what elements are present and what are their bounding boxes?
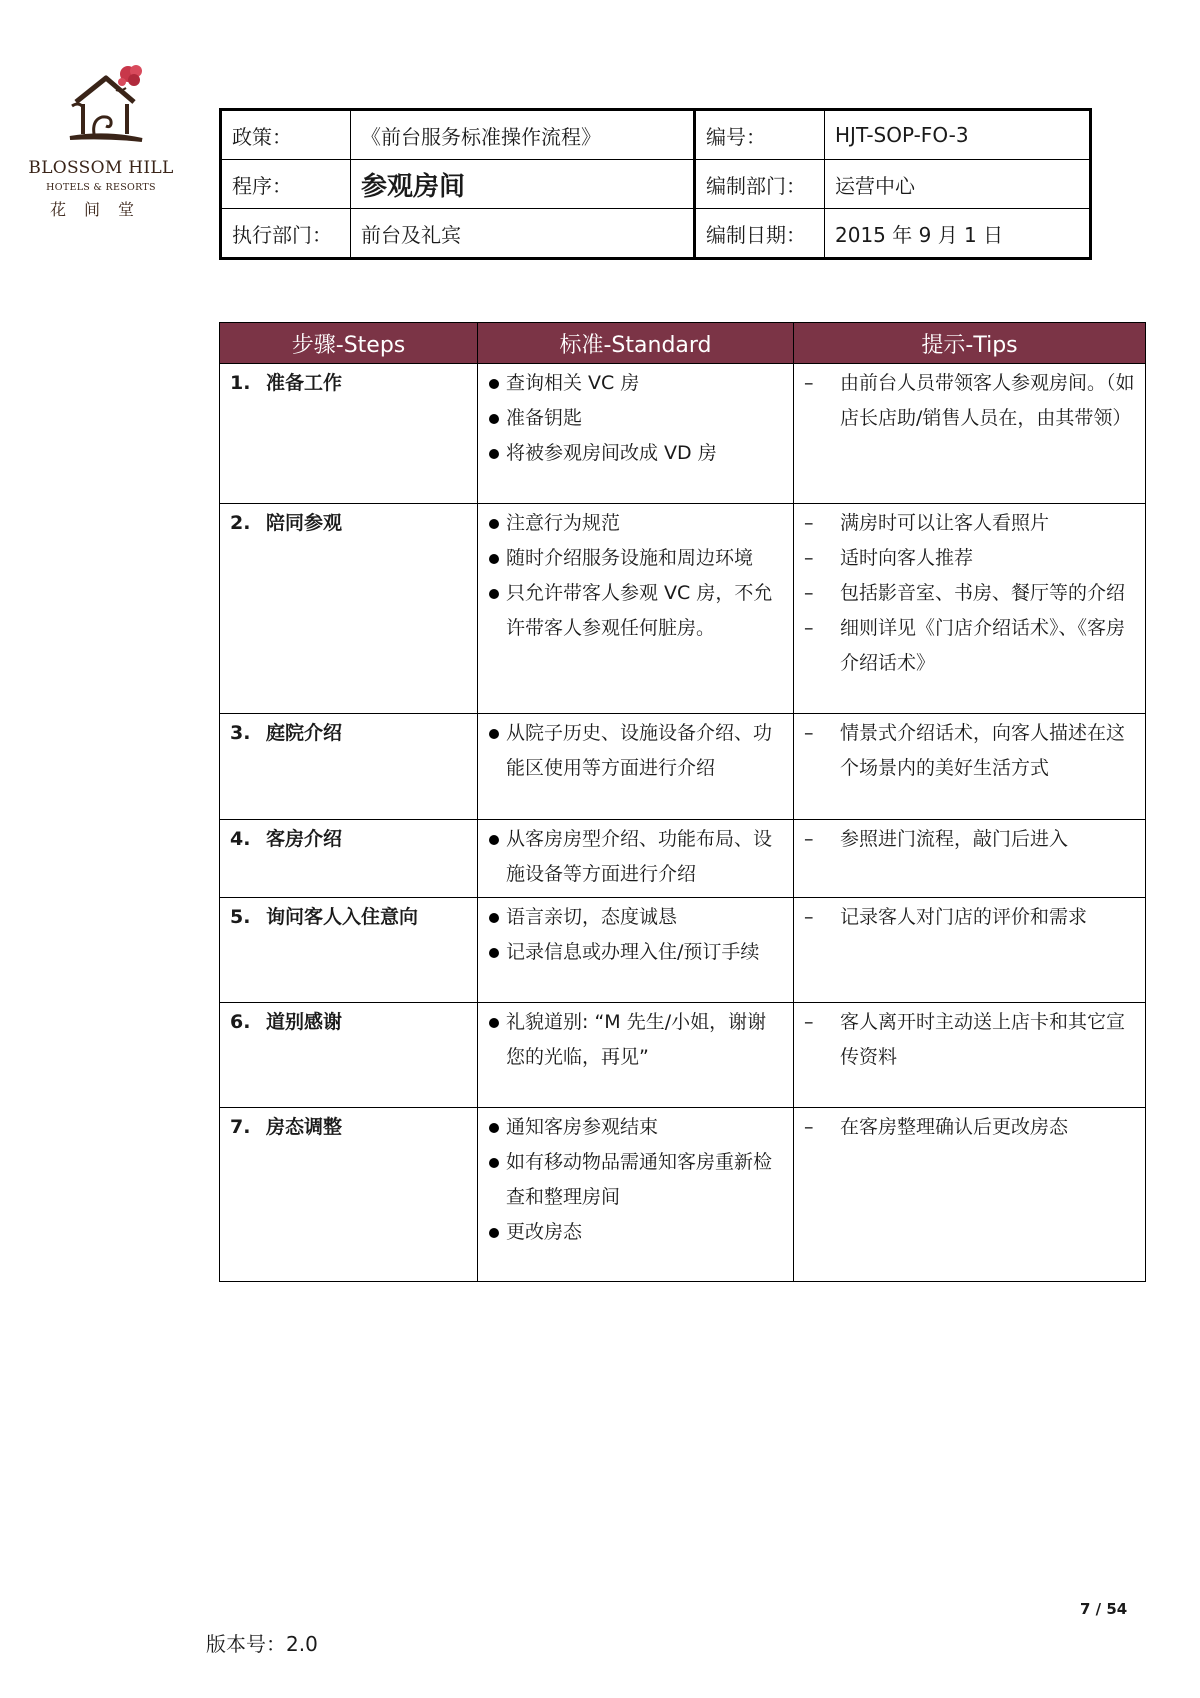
- step-cell: 4. 客房介绍: [220, 820, 478, 898]
- list-item: – 参照进门流程，敲门后进入: [804, 822, 1137, 857]
- step-title: 客房介绍: [266, 828, 343, 850]
- standard-cell: [478, 898, 794, 1003]
- list-item: – 在客房整理确认后更改房态: [804, 1110, 1137, 1145]
- document-header-table: [219, 108, 1092, 260]
- dept-value: 运营中心: [825, 160, 1091, 209]
- list-item: 注意行为规范: [488, 506, 785, 541]
- house-flower-logo-icon: [56, 62, 146, 154]
- standard-cell: [478, 504, 794, 714]
- list-item: – 适时向客人推荐: [804, 541, 1137, 576]
- list-item: 将被参观房间改成 VD 房: [488, 436, 785, 471]
- list-item: 如有移动物品需通知客房重新检查和整理房间: [488, 1145, 785, 1215]
- list-item: 通知客房参观结束: [488, 1110, 785, 1145]
- tips-cell: [794, 1003, 1146, 1108]
- table-row: [220, 898, 1146, 1003]
- tips-cell: [794, 820, 1146, 898]
- procedure-label: 程序：: [221, 160, 351, 209]
- page-number: 7 / 54: [1080, 1600, 1128, 1618]
- step-title: 询问客人入住意向: [266, 906, 419, 928]
- logo-brand-chinese: 花间堂: [49, 200, 152, 219]
- list-item: – 记录客人对门店的评价和需求: [804, 900, 1137, 935]
- step-cell: 5. 询问客人入住意向: [220, 898, 478, 1003]
- standard-cell: [478, 1003, 794, 1108]
- step-cell: 6. 道别感谢: [220, 1003, 478, 1108]
- column-header-tips: 提示-Tips: [794, 323, 1146, 364]
- step-cell: 1. 准备工作: [220, 364, 478, 504]
- step-title: 准备工作: [266, 372, 343, 394]
- policy-value: 《前台服务标准操作流程》: [351, 110, 695, 160]
- tips-cell: [794, 898, 1146, 1003]
- step-title: 陪同参观: [266, 512, 343, 534]
- list-item: – 包括影音室、书房、餐厅等的介绍: [804, 576, 1137, 611]
- list-item: 语言亲切，态度诚恳: [488, 900, 785, 935]
- standard-cell: [478, 1108, 794, 1282]
- list-item: 准备钥匙: [488, 401, 785, 436]
- list-item: 记录信息或办理入住/预订手续: [488, 935, 785, 970]
- exec-dept-label: 执行部门：: [221, 209, 351, 259]
- step-cell: 3. 庭院介绍: [220, 714, 478, 820]
- table-row: [220, 504, 1146, 714]
- step-title: 道别感谢: [266, 1011, 343, 1033]
- table-row: [220, 820, 1146, 898]
- table-row: [220, 364, 1146, 504]
- list-item: 从院子历史、设施设备介绍、功能区使用等方面进行介绍: [488, 716, 785, 786]
- list-item: 只允许带客人参观 VC 房，不允许带客人参观任何脏房。: [488, 576, 785, 646]
- version-number: 版本号：2.0: [206, 1632, 318, 1656]
- number-label: 编号：: [695, 110, 825, 160]
- column-header-standard: 标准-Standard: [478, 323, 794, 364]
- table-row: [220, 714, 1146, 820]
- procedure-value: 参观房间: [351, 160, 695, 209]
- list-item: 更改房态: [488, 1215, 785, 1250]
- list-item: 随时介绍服务设施和周边环境: [488, 541, 785, 576]
- tips-cell: [794, 364, 1146, 504]
- list-item: 礼貌道别: “M 先生/小姐，谢谢您的光临，再见”: [488, 1005, 785, 1075]
- tips-cell: [794, 714, 1146, 820]
- number-value: HJT-SOP-FO-3: [825, 110, 1091, 160]
- step-cell: 2. 陪同参观: [220, 504, 478, 714]
- standard-cell: [478, 714, 794, 820]
- list-item: – 客人离开时主动送上店卡和其它宣传资料: [804, 1005, 1137, 1075]
- standard-cell: [478, 364, 794, 504]
- list-item: 从客房房型介绍、功能布局、设施设备等方面进行介绍: [488, 822, 785, 892]
- date-label: 编制日期：: [695, 209, 825, 259]
- policy-label: 政策：: [221, 110, 351, 160]
- list-item: – 情景式介绍话术，向客人描述在这个场景内的美好生活方式: [804, 716, 1137, 786]
- list-item: – 由前台人员带领客人参观房间。（如店长店助/销售人员在，由其带领）: [804, 366, 1137, 436]
- list-item: 查询相关 VC 房: [488, 366, 785, 401]
- table-row: [220, 1108, 1146, 1282]
- logo-brand-name: BLOSSOM HILL: [28, 158, 174, 178]
- step-title: 房态调整: [266, 1116, 343, 1138]
- tips-cell: [794, 1108, 1146, 1282]
- list-item: – 细则详见《门店介绍话术》、《客房介绍话术》: [804, 611, 1137, 681]
- exec-dept-value: 前台及礼宾: [351, 209, 695, 259]
- logo-brand-subtitle: HOTELS & RESORTS: [46, 182, 156, 193]
- dept-label: 编制部门：: [695, 160, 825, 209]
- step-cell: 7. 房态调整: [220, 1108, 478, 1282]
- table-row: [220, 1003, 1146, 1108]
- standard-cell: [478, 820, 794, 898]
- company-logo: [28, 62, 174, 232]
- list-item: – 满房时可以让客人看照片: [804, 506, 1137, 541]
- date-value: 2015 年 9 月 1 日: [825, 209, 1091, 259]
- sop-steps-table: [219, 322, 1146, 1282]
- tips-cell: [794, 504, 1146, 714]
- column-header-steps: 步骤-Steps: [220, 323, 478, 364]
- step-title: 庭院介绍: [266, 722, 343, 744]
